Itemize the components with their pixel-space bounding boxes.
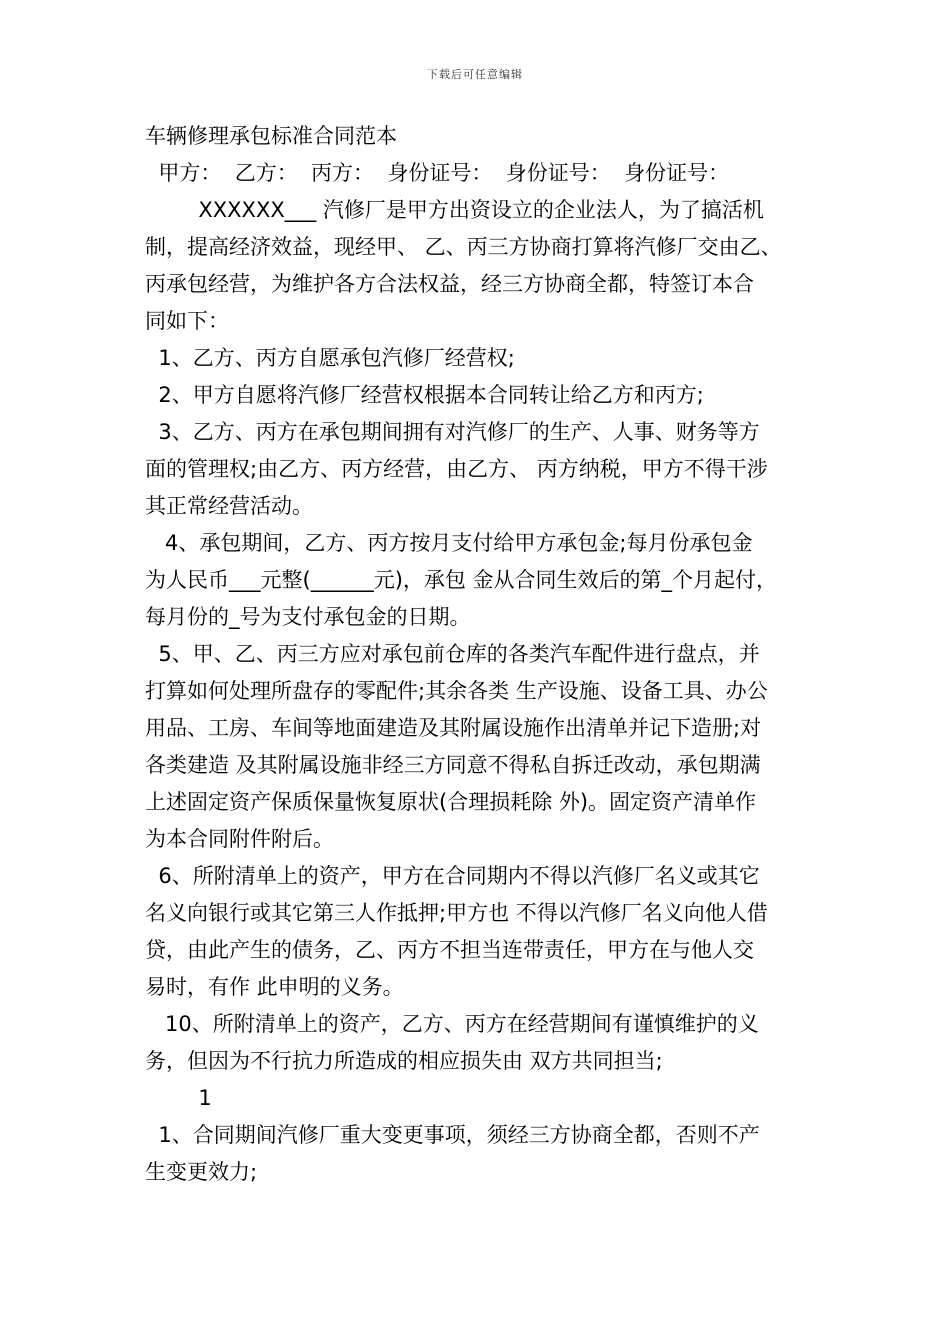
- text-line: 1、合同期间汽修厂重大变更事项，须经三方协商全都，否则不产: [145, 1123, 760, 1147]
- text-line: 其正常经营活动。: [145, 494, 313, 518]
- text-line: 上述固定资产保质保量恢复原状(合理损耗除 外)。固定资产清单作: [145, 790, 757, 814]
- text-line: 10、所附清单上的资产，乙方、丙方在经营期间有谨慎维护的义: [145, 1012, 759, 1036]
- text-line: 用品、工房、车间等地面建造及其附属设施作出清单并记下造册;对: [145, 716, 762, 740]
- text-line: 为本合同附件附后。: [145, 827, 334, 851]
- text-line: 生变更效力;: [145, 1160, 258, 1184]
- text-line: 每月份的_号为支付承包金的日期。: [145, 605, 471, 629]
- text-line: 为人民币___元整(______元)，承包 金从合同生效后的第_个月起付，: [145, 568, 778, 592]
- text-line: 甲方： 乙方： 丙方： 身份证号： 身份证号： 身份证号：: [145, 161, 730, 185]
- document-body: [145, 118, 815, 1191]
- text-line: 6、所附清单上的资产，甲方在合同期内不得以汽修厂名义或其它: [145, 864, 760, 888]
- text-line: 贷，由此产生的债务，乙、丙方不担当连带责任，甲方在与他人交: [145, 938, 754, 962]
- text-line: 1、乙方、丙方自愿承包汽修厂经营权;: [145, 346, 515, 370]
- text-line: 2、甲方自愿将汽修厂经营权根据本合同转让给乙方和丙方;: [145, 383, 704, 407]
- text-line: 易时，有作 此申明的义务。: [145, 975, 404, 999]
- text-line: XXXXXX___ 汽修厂是甲方出资设立的企业法人，为了搞活机: [145, 198, 764, 222]
- text-line: 务，但因为不行抗力所造成的相应损失由 双方共同担当;: [145, 1049, 663, 1073]
- text-line: 面的管理权;由乙方、丙方经营，由乙方、 丙方纳税，甲方不得干涉: [145, 457, 768, 481]
- text-line: 各类建造 及其附属设施非经三方同意不得私自拆迁改动，承包期满: [145, 753, 761, 777]
- document-title: 车辆修理承包标准合同范本: [145, 124, 397, 148]
- text-line: 名义向银行或其它第三人作抵押;甲方也 不得以汽修厂名义向他人借: [145, 901, 768, 925]
- text-line: 同如下：: [145, 309, 229, 333]
- page-number: 1: [145, 1086, 212, 1110]
- text-line: 打算如何处理所盘存的零配件;其余各类 生产设施、设备工具、办公: [145, 679, 768, 703]
- text-line: 制，提高经济效益，现经甲、 乙、丙三方协商打算将汽修厂交由乙、: [145, 235, 782, 259]
- text-line: 丙承包经营，为维护各方合法权益，经三方协商全都，特签订本合: [145, 272, 754, 296]
- text-line: 4、承包期间，乙方、丙方按月支付给甲方承包金;每月份承包金: [145, 531, 753, 555]
- text-line: 5、甲、乙、丙三方应对承包前仓库的各类汽车配件进行盘点，并: [145, 642, 760, 666]
- text-line: 3、乙方、丙方在承包期间拥有对汽修厂的生产、人事、财务等方: [145, 420, 760, 444]
- header-note: 下载后可任意编辑: [427, 68, 523, 81]
